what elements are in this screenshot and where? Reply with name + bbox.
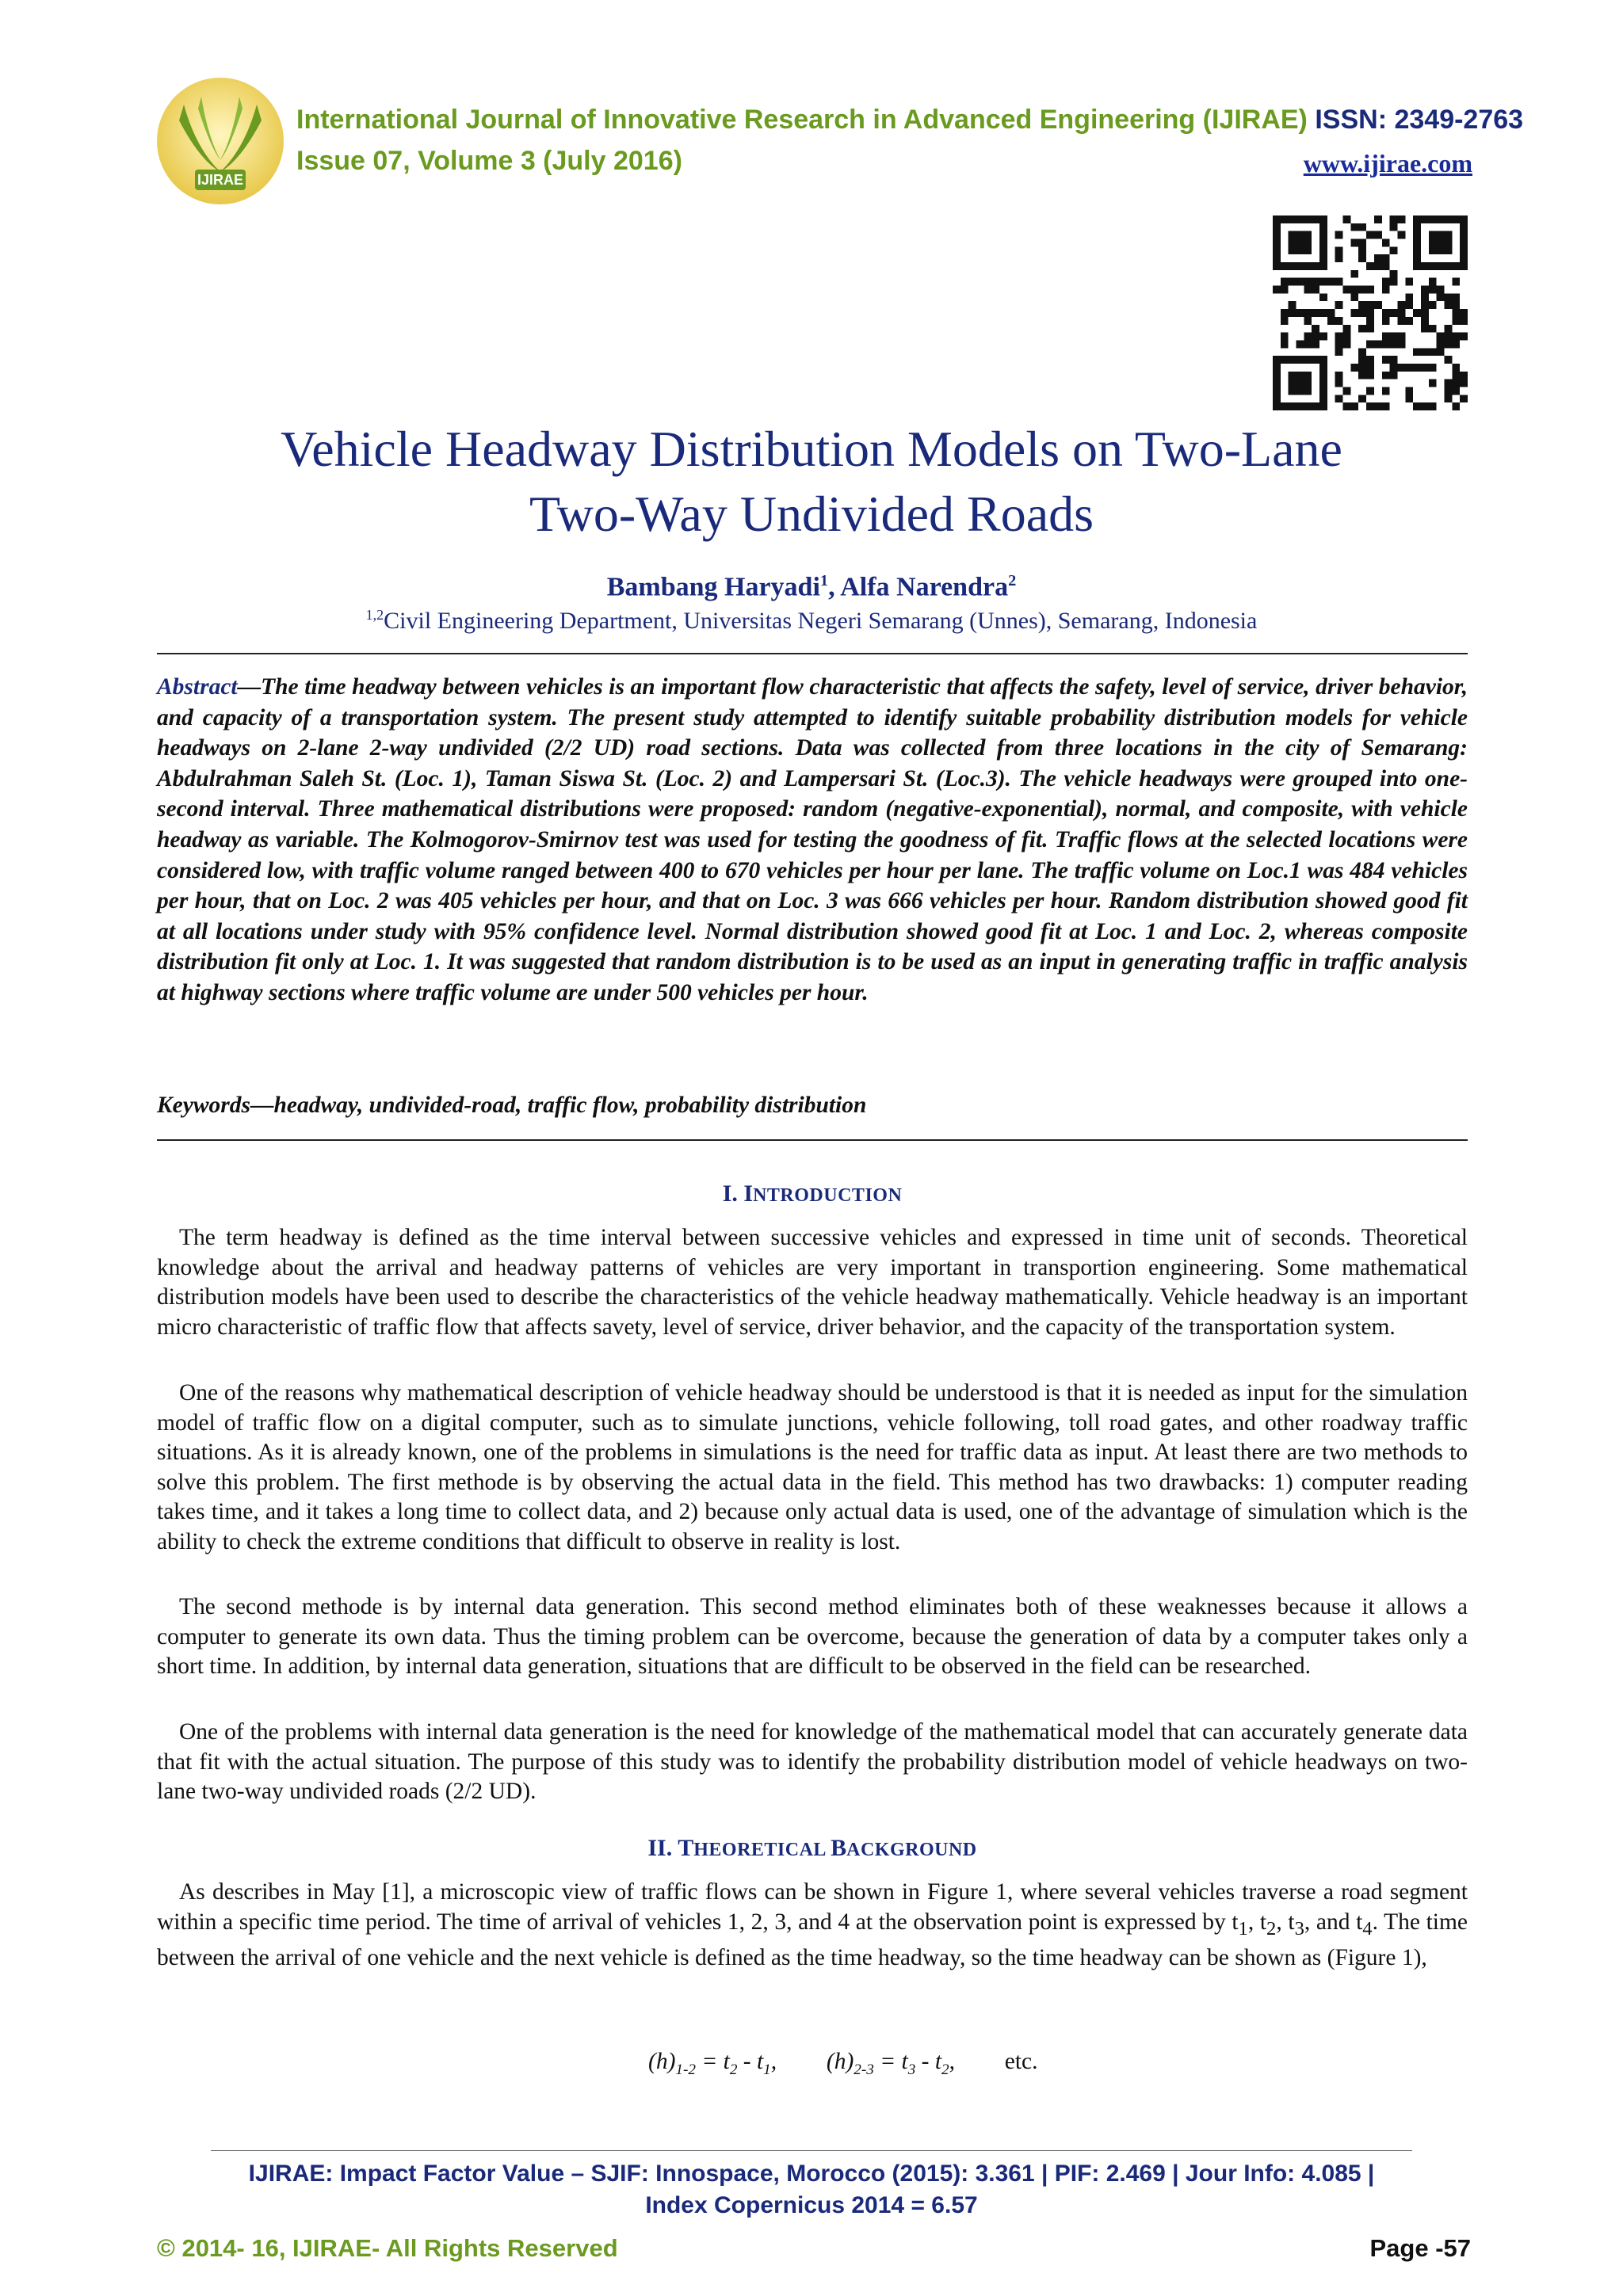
background-paragraph: As describes in May [1], a microscopic view of traffic flows can be shown in Figure 1, where several vehicles traverse a road segment within a specific time period. The time of arrival of vehicles 1, 2, 3, and 4 at the observation point is expressed by $t_1$, $t_2$, $t_3$, and $t_4$. The time between the arrival of one vehicle and the next vehicle is defined as the time headway, so the time headway can be shown as (Figure 1), [157,1879,1468,1971]
intro-paragraph: One of the problems with internal data generation is the need for knowledge of the mathematical model that can accurately generate data that fit with the actual situation. The purpose of this study was to identify the probability distribution model of vehicle headways on two-lane two-way undivided roads (2/2 UD). [157,1719,1468,1805]
qr-code [1273,215,1468,410]
footer-divider [211,2150,1412,2151]
divider [157,1139,1468,1141]
journal-name: International Journal of Innovative Research in Advanced Engineering (IJIRAE) ISSN: 2349-2763 [296,105,1524,135]
issn: ISSN: 2349-2763 [1315,105,1524,135]
footer-copyright: © 2014- 16, IJIRAE- All Rights Reserved [157,2234,618,2262]
footer-impact-factor: IJIRAE: Impact Factor Value – SJIF: Innospace, Morocco (2015): 3.361 | PIF: 2.469 | Jour Info: 4.085 | Index Copernicus 2014 = 6.57 [248,2161,1375,2218]
intro-paragraph: The second methode is by internal data generation. This second method eliminates both of these weaknesses because it allows a computer to generate its own data. Thus the timing problem can be overcome, because the generation of data by a computer takes only a short time. In addition, by internal data generation, situations that are difficult to be observed in the field can be researched. [157,1594,1468,1680]
paper-authors: Bambang Haryadi$^1$, Alfa Narendra$^2$ [606,572,1017,602]
journal-issue: Issue 07, Volume 3 (July 2016) [296,146,682,176]
page-number: Page -57 [1369,2234,1471,2262]
paper-affiliation: $^{1,2}$Civil Engineering Department, Universitas Negeri Semarang (Unnes), Semarang, Indonesia [365,607,1258,634]
logo-text: IJIRAE [197,172,244,188]
intro-paragraph: One of the reasons why mathematical description of vehicle headway should be understood is that it is needed as input for the simulation model of traffic flow on a digital computer, such as to simulate junctions, vehicle following, toll road gates, and other roadway traffic situations. As it is already known, one of the problems in simulations is the need for traffic data as input. At least there are two methods to solve this problem. The first methode is by observing the actual data in the field. This method has two drawbacks: 1) computer reading takes time, and it takes a long time to collect data, and 2) because only actual data is used, one of the advantage of simulation which is the ability to check the extreme conditions that difficult to observe in reality is lost. [157,1380,1468,1554]
keywords: Keywords—headway, undivided-road, traffic flow, probability distribution [157,1093,867,1118]
journal-logo [152,73,288,209]
section-heading-theoretical-background: II. THEORETICAL BACKGROUND [647,1835,977,1861]
intro-paragraph: The term headway is defined as the time interval between successive vehicles and expressed in time unit of seconds. Theoretical knowledge about the arrival and headway patterns of vehicles are very important in transportion engineering. Some mathematical distribution models have been used to describe the characteristics of the vehicle headway mathematically. Vehicle headway is an important micro characteristic of traffic flow that affects savety, level of service, driver behavior, and the capacity of the transportation system. [157,1225,1468,1340]
headway-equation: $(h)_{1-2} = t_2 - t_1$, $(h)_{2-3} = t_3 - t_2$, etc. [648,2049,1038,2078]
divider [157,653,1468,654]
journal-website-link[interactable]: www.ijirae.com [1303,149,1472,177]
paper-title: Vehicle Headway Distribution Models on Two-Lane Two-Way Undivided Roads [281,421,1342,542]
abstract: Abstract—The time headway between vehicles is an important flow characteristic that affects the safety, level of service, driver behavior, and capacity of a transportation system. The present study attempted to identify suitable probability distribution models for vehicle headways on 2-lane 2-way undivided (2/2 UD) road sections. Data was collected from three locations in the city of Semarang: Abdulrahman Saleh St. (Loc. 1), Taman Siswa St. (Loc. 2) and Lampersari St. (Loc.3). The vehicle headways were grouped into one-second interval. Three mathematical distributions were proposed: random (negative-exponential), normal, and composite, with vehicle headway as variable. The Kolmogorov-Smirnov test was used for testing the goodness of fit. Traffic flows at the selected locations were considered low, with traffic volume ranged between 400 to 670 vehicles per hour per lane. The traffic volume on Loc.1 was 484 vehicles per hour, that on Loc. 2 was 405 vehicles per hour, and that on Loc. 3 was 666 vehicles per hour. Random distribution showed good fit at all locations under study with 95% confidence level. Normal distribution showed good fit at Loc. 1 and Loc. 2, whereas composite distribution fit only at Loc. 1. It was suggested that random distribution is to be used as an input in generating traffic in traffic analysis at highway sections where traffic volume are under 500 vehicles per hour. [157,674,1468,1005]
section-heading-introduction: I. INTRODUCTION [722,1180,903,1207]
